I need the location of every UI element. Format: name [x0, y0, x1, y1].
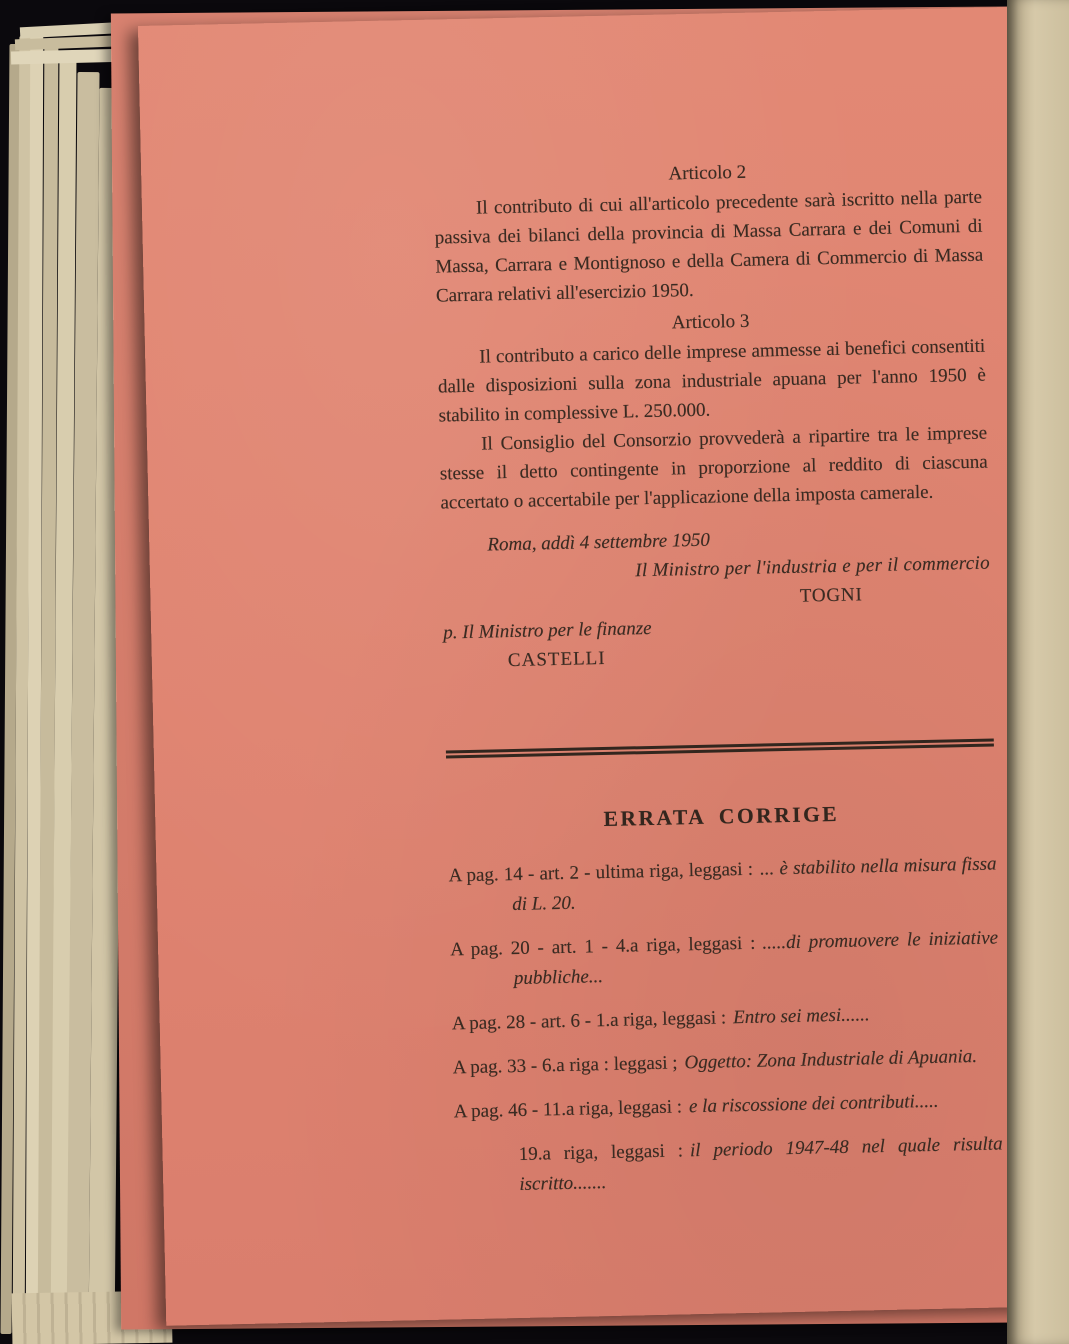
article-title: Articolo 2 — [668, 161, 747, 185]
errata-item-label: A pag. 33 - 6.a riga : leggasi ; — [452, 1052, 678, 1079]
article-paragraph: Il Consiglio del Consorzio provvederà a ripartire tra le imprese stesse il detto contingente in proporzione al reddito di ciascuna accertato o accertabile per l'applicazione della imposta camerale. — [439, 422, 988, 514]
article-paragraph: Il contributo a carico delle imprese ammesse ai benefici consentiti dalle disposizioni sulla zona industriale apuana per l'anno 1950 è stabilito in complessive L. 250.000. — [437, 335, 987, 427]
double-rule — [446, 739, 994, 759]
errata-item-correction: Oggetto: Zona Industriale di Apuania. — [684, 1045, 978, 1074]
errata-item-label: A pag. 46 - 11.a riga, leggasi : — [453, 1096, 683, 1123]
errata-item — [450, 923, 999, 995]
errata-item-correction: e la riscossione dei contributi..... — [688, 1090, 939, 1118]
errata-item — [518, 1129, 1003, 1200]
errata-item-correction: .....di promuovere le iniziative pubbliche... — [513, 927, 999, 990]
errata-list — [448, 849, 1003, 1201]
industry-minister-name: TOGNI — [799, 584, 863, 607]
right-page-edge — [1007, 0, 1069, 1344]
industry-minister-title: Il Ministro per l'industria e per il commercio — [635, 552, 991, 582]
article-paragraph: Il contributo di cui all'articolo precedente sarà iscritto nella parte passiva dei bilanci della provincia di Massa Carrara e dei Comuni di Massa, Carrara e Montignoso e della Camera di Commercio di Massa Carrara relativi all'esercizio 1950. — [434, 186, 984, 307]
errata-item-label: A pag. 14 - art. 2 - ultima riga, leggasi : — [448, 858, 754, 887]
errata-item — [452, 997, 1001, 1039]
errata-item — [448, 849, 997, 921]
errata-item — [453, 1085, 1002, 1127]
errata-item-label: 19.a riga, leggasi : — [518, 1140, 684, 1165]
article-2 — [433, 153, 984, 311]
errata-heading: ERRATA CORRIGE — [603, 801, 840, 832]
errata-item — [452, 1041, 1001, 1083]
signature-dateline: Roma, addì 4 settembre 1950 — [487, 529, 711, 556]
errata-item-correction: Entro sei mesi...... — [732, 1004, 870, 1029]
article-title: Articolo 3 — [671, 310, 750, 334]
article-3 — [436, 302, 988, 518]
errata-item-label: A pag. 28 - art. 6 - 1.a riga, leggasi : — [451, 1007, 727, 1035]
finance-minister-title: p. Il Ministro per le finanze — [443, 617, 652, 644]
sheet-content — [138, 7, 1042, 1222]
errata-item-correction: il periodo 1947-48 nel quale risulta iscritto....... — [519, 1133, 1003, 1195]
errata-item-label: A pag. 20 - art. 1 - 4.a riga, leggasi : — [450, 932, 756, 961]
finance-minister-name: CASTELLI — [507, 647, 606, 672]
signature-block — [441, 520, 992, 677]
errata-item-correction: ... è stabilito nella misura fissa di L. 20. — [512, 853, 997, 916]
main-sheet — [138, 7, 1044, 1326]
